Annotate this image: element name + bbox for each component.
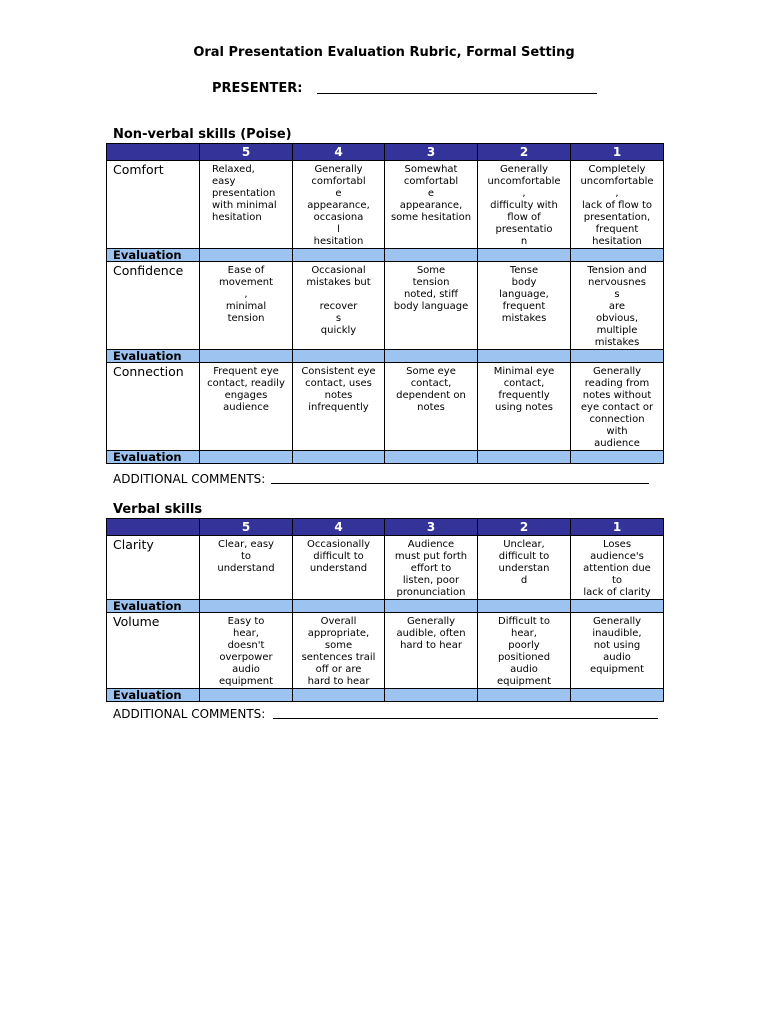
descriptor-cell: Relaxed, easy presentation with minimal hesitation <box>200 161 293 249</box>
evaluation-cell[interactable] <box>385 600 478 613</box>
score-header: 2 <box>478 519 571 536</box>
descriptor-cell: Occasionally difficult to understand <box>293 536 385 600</box>
evaluation-label: Evaluation <box>107 249 200 262</box>
descriptor-cell: Occasional mistakes but recover s quickly <box>293 262 385 350</box>
descriptor-cell: Difficult to hear, poorly positioned audio equipment <box>478 613 571 689</box>
descriptor-cell: Loses audience's attention due to lack of clarity <box>571 536 664 600</box>
evaluation-cell[interactable] <box>293 451 385 464</box>
evaluation-cell[interactable] <box>385 689 478 702</box>
criterion-label: Volume <box>107 613 200 689</box>
header-corner <box>107 144 200 161</box>
evaluation-label: Evaluation <box>107 451 200 464</box>
evaluation-cell[interactable] <box>571 249 664 262</box>
descriptor-cell: Consistent eye contact, uses notes infrequently <box>293 363 385 451</box>
verbal-rubric-table <box>106 518 664 702</box>
evaluation-cell[interactable] <box>571 689 664 702</box>
evaluation-label: Evaluation <box>107 600 200 613</box>
evaluation-cell[interactable] <box>293 600 385 613</box>
score-header: 1 <box>571 519 664 536</box>
descriptor-cell: Some eye contact, dependent on notes <box>385 363 478 451</box>
evaluation-cell[interactable] <box>385 249 478 262</box>
criterion-row-confidence <box>107 262 664 350</box>
additional-comments-line[interactable] <box>273 718 658 719</box>
evaluation-cell[interactable] <box>478 689 571 702</box>
descriptor-cell: Completely uncomfortable , lack of flow to presentation, frequent hesitation <box>571 161 664 249</box>
evaluation-cell[interactable] <box>478 249 571 262</box>
score-header: 2 <box>478 144 571 161</box>
evaluation-cell[interactable] <box>571 600 664 613</box>
descriptor-cell: Generally uncomfortable , difficulty with flow of presentatio n <box>478 161 571 249</box>
evaluation-cell[interactable] <box>478 350 571 363</box>
evaluation-cell[interactable] <box>200 600 293 613</box>
score-header: 3 <box>385 144 478 161</box>
descriptor-cell: Unclear, difficult to understan d <box>478 536 571 600</box>
evaluation-cell[interactable] <box>385 350 478 363</box>
nonverbal-rubric-table <box>106 143 664 464</box>
score-header: 4 <box>293 519 385 536</box>
score-header: 5 <box>200 144 293 161</box>
evaluation-row <box>107 600 664 613</box>
presenter-name-line[interactable] <box>317 93 597 94</box>
descriptor-cell: Tension and nervousnes s are obvious, multiple mistakes <box>571 262 664 350</box>
score-header-row <box>107 144 664 161</box>
evaluation-cell[interactable] <box>293 350 385 363</box>
evaluation-cell[interactable] <box>385 451 478 464</box>
evaluation-label: Evaluation <box>107 689 200 702</box>
additional-comments-label: ADDITIONAL COMMENTS: <box>113 707 266 721</box>
descriptor-cell: Frequent eye contact, readily engages audience <box>200 363 293 451</box>
descriptor-cell: Some tension noted, stiff body language <box>385 262 478 350</box>
additional-comments-label: ADDITIONAL COMMENTS: <box>113 472 266 486</box>
evaluation-cell[interactable] <box>478 600 571 613</box>
criterion-row-comfort <box>107 161 664 249</box>
evaluation-cell[interactable] <box>478 451 571 464</box>
criterion-row-clarity <box>107 536 664 600</box>
descriptor-cell: Audience must put forth effort to listen, poor pronunciation <box>385 536 478 600</box>
score-header: 4 <box>293 144 385 161</box>
evaluation-cell[interactable] <box>200 451 293 464</box>
descriptor-cell: Minimal eye contact, frequently using notes <box>478 363 571 451</box>
evaluation-row <box>107 451 664 464</box>
descriptor-cell: Generally comfortabl e appearance, occasiona l hesitation <box>293 161 385 249</box>
evaluation-cell[interactable] <box>200 689 293 702</box>
descriptor-cell: Generally inaudible, not using audio equipment <box>571 613 664 689</box>
criterion-label: Confidence <box>107 262 200 350</box>
descriptor-cell: Clear, easy to understand <box>200 536 293 600</box>
additional-comments-line[interactable] <box>271 483 649 484</box>
evaluation-row <box>107 249 664 262</box>
nonverbal-heading: Non-verbal skills (Poise) <box>113 127 292 142</box>
descriptor-cell: Ease of movement , minimal tension <box>200 262 293 350</box>
score-header: 5 <box>200 519 293 536</box>
evaluation-row <box>107 350 664 363</box>
evaluation-cell[interactable] <box>571 350 664 363</box>
verbal-heading: Verbal skills <box>113 502 203 517</box>
evaluation-cell[interactable] <box>293 249 385 262</box>
evaluation-cell[interactable] <box>200 249 293 262</box>
descriptor-cell: Generally audible, often hard to hear <box>385 613 478 689</box>
descriptor-cell: Generally reading from notes without eye contact or connection with audience <box>571 363 664 451</box>
evaluation-cell[interactable] <box>571 451 664 464</box>
score-header: 3 <box>385 519 478 536</box>
evaluation-row <box>107 689 664 702</box>
score-header: 1 <box>571 144 664 161</box>
evaluation-cell[interactable] <box>293 689 385 702</box>
header-corner <box>107 519 200 536</box>
descriptor-cell: Tense body language, frequent mistakes <box>478 262 571 350</box>
criterion-label: Comfort <box>107 161 200 249</box>
score-header-row <box>107 519 664 536</box>
criterion-row-volume <box>107 613 664 689</box>
evaluation-cell[interactable] <box>200 350 293 363</box>
document-title: Oral Presentation Evaluation Rubric, Formal Setting <box>193 45 575 60</box>
criterion-label: Connection <box>107 363 200 451</box>
presenter-label: PRESENTER: <box>212 81 303 96</box>
descriptor-cell: Somewhat comfortabl e appearance, some hesitation <box>385 161 478 249</box>
evaluation-label: Evaluation <box>107 350 200 363</box>
criterion-row-connection <box>107 363 664 451</box>
descriptor-cell: Overall appropriate, some sentences trail off or are hard to hear <box>293 613 385 689</box>
criterion-label: Clarity <box>107 536 200 600</box>
descriptor-cell: Easy to hear, doesn't overpower audio equipment <box>200 613 293 689</box>
